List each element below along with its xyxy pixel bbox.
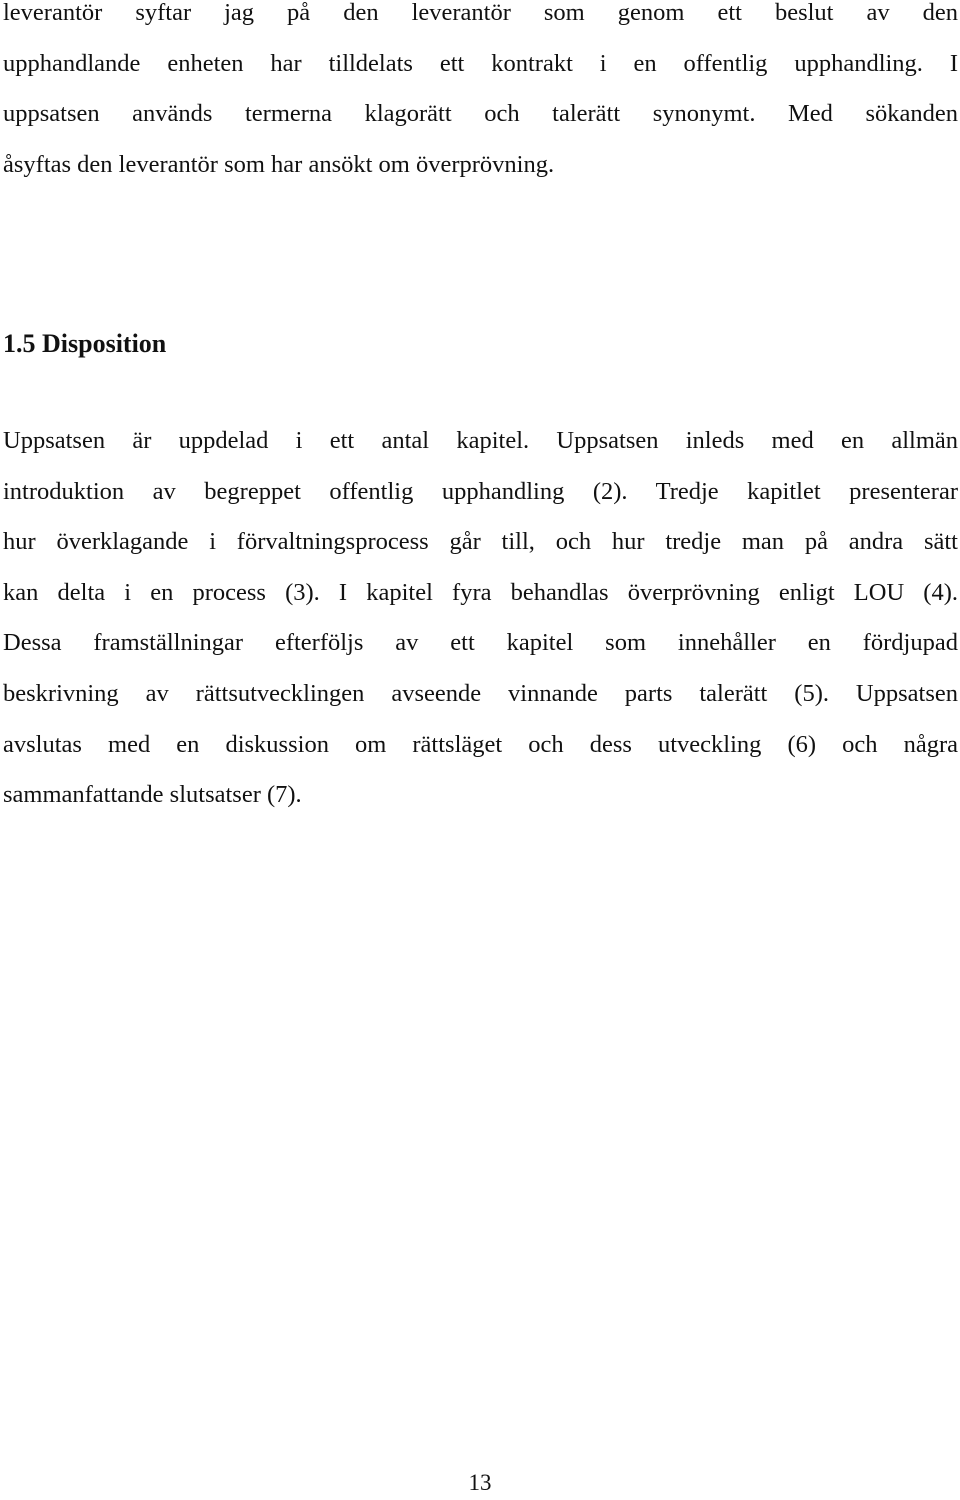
paragraph-definitions — [3, 0, 958, 190]
section-heading: 1.5 Disposition — [3, 329, 167, 358]
text-line: hur överklagande i förvaltningsprocess går till, och hur tredje man på andra sätt — [3, 528, 958, 556]
text-line: avslutas med en diskussion om rättsläget och dess utveckling (6) och några — [3, 730, 958, 758]
text-line: sammanfattande slutsatser (7). — [3, 781, 302, 809]
text-line: åsyftas den leverantör som har ansökt om överprövning. — [3, 150, 555, 178]
text-line: leverantör syftar jag på den leverantör som genom ett beslut av den — [3, 0, 958, 26]
text-line: introduktion av begreppet offentlig upphandling (2). Tredje kapitlet presenterar — [3, 477, 958, 505]
text-line: Uppsatsen är uppdelad i ett antal kapitel. Uppsatsen inleds med en allmän — [3, 427, 958, 454]
paragraph-disposition — [3, 416, 958, 821]
text-line: uppsatsen används termerna klagorätt och talerätt synonymt. Med sökanden — [3, 100, 958, 128]
text-line: kan delta i en process (3). I kapitel fyra behandlas överprövning enligt LOU (4). — [3, 578, 958, 606]
text-line: beskrivning av rättsutvecklingen avseende vinnande parts talerätt (5). Uppsatsen — [3, 679, 958, 707]
text-line: Dessa framställningar efterföljs av ett kapitel som innehåller en fördjupad — [3, 629, 958, 657]
text-line: upphandlande enheten har tilldelats ett kontrakt i en offentlig upphandling. I — [3, 49, 958, 77]
page-number: 13 — [468, 1470, 492, 1495]
